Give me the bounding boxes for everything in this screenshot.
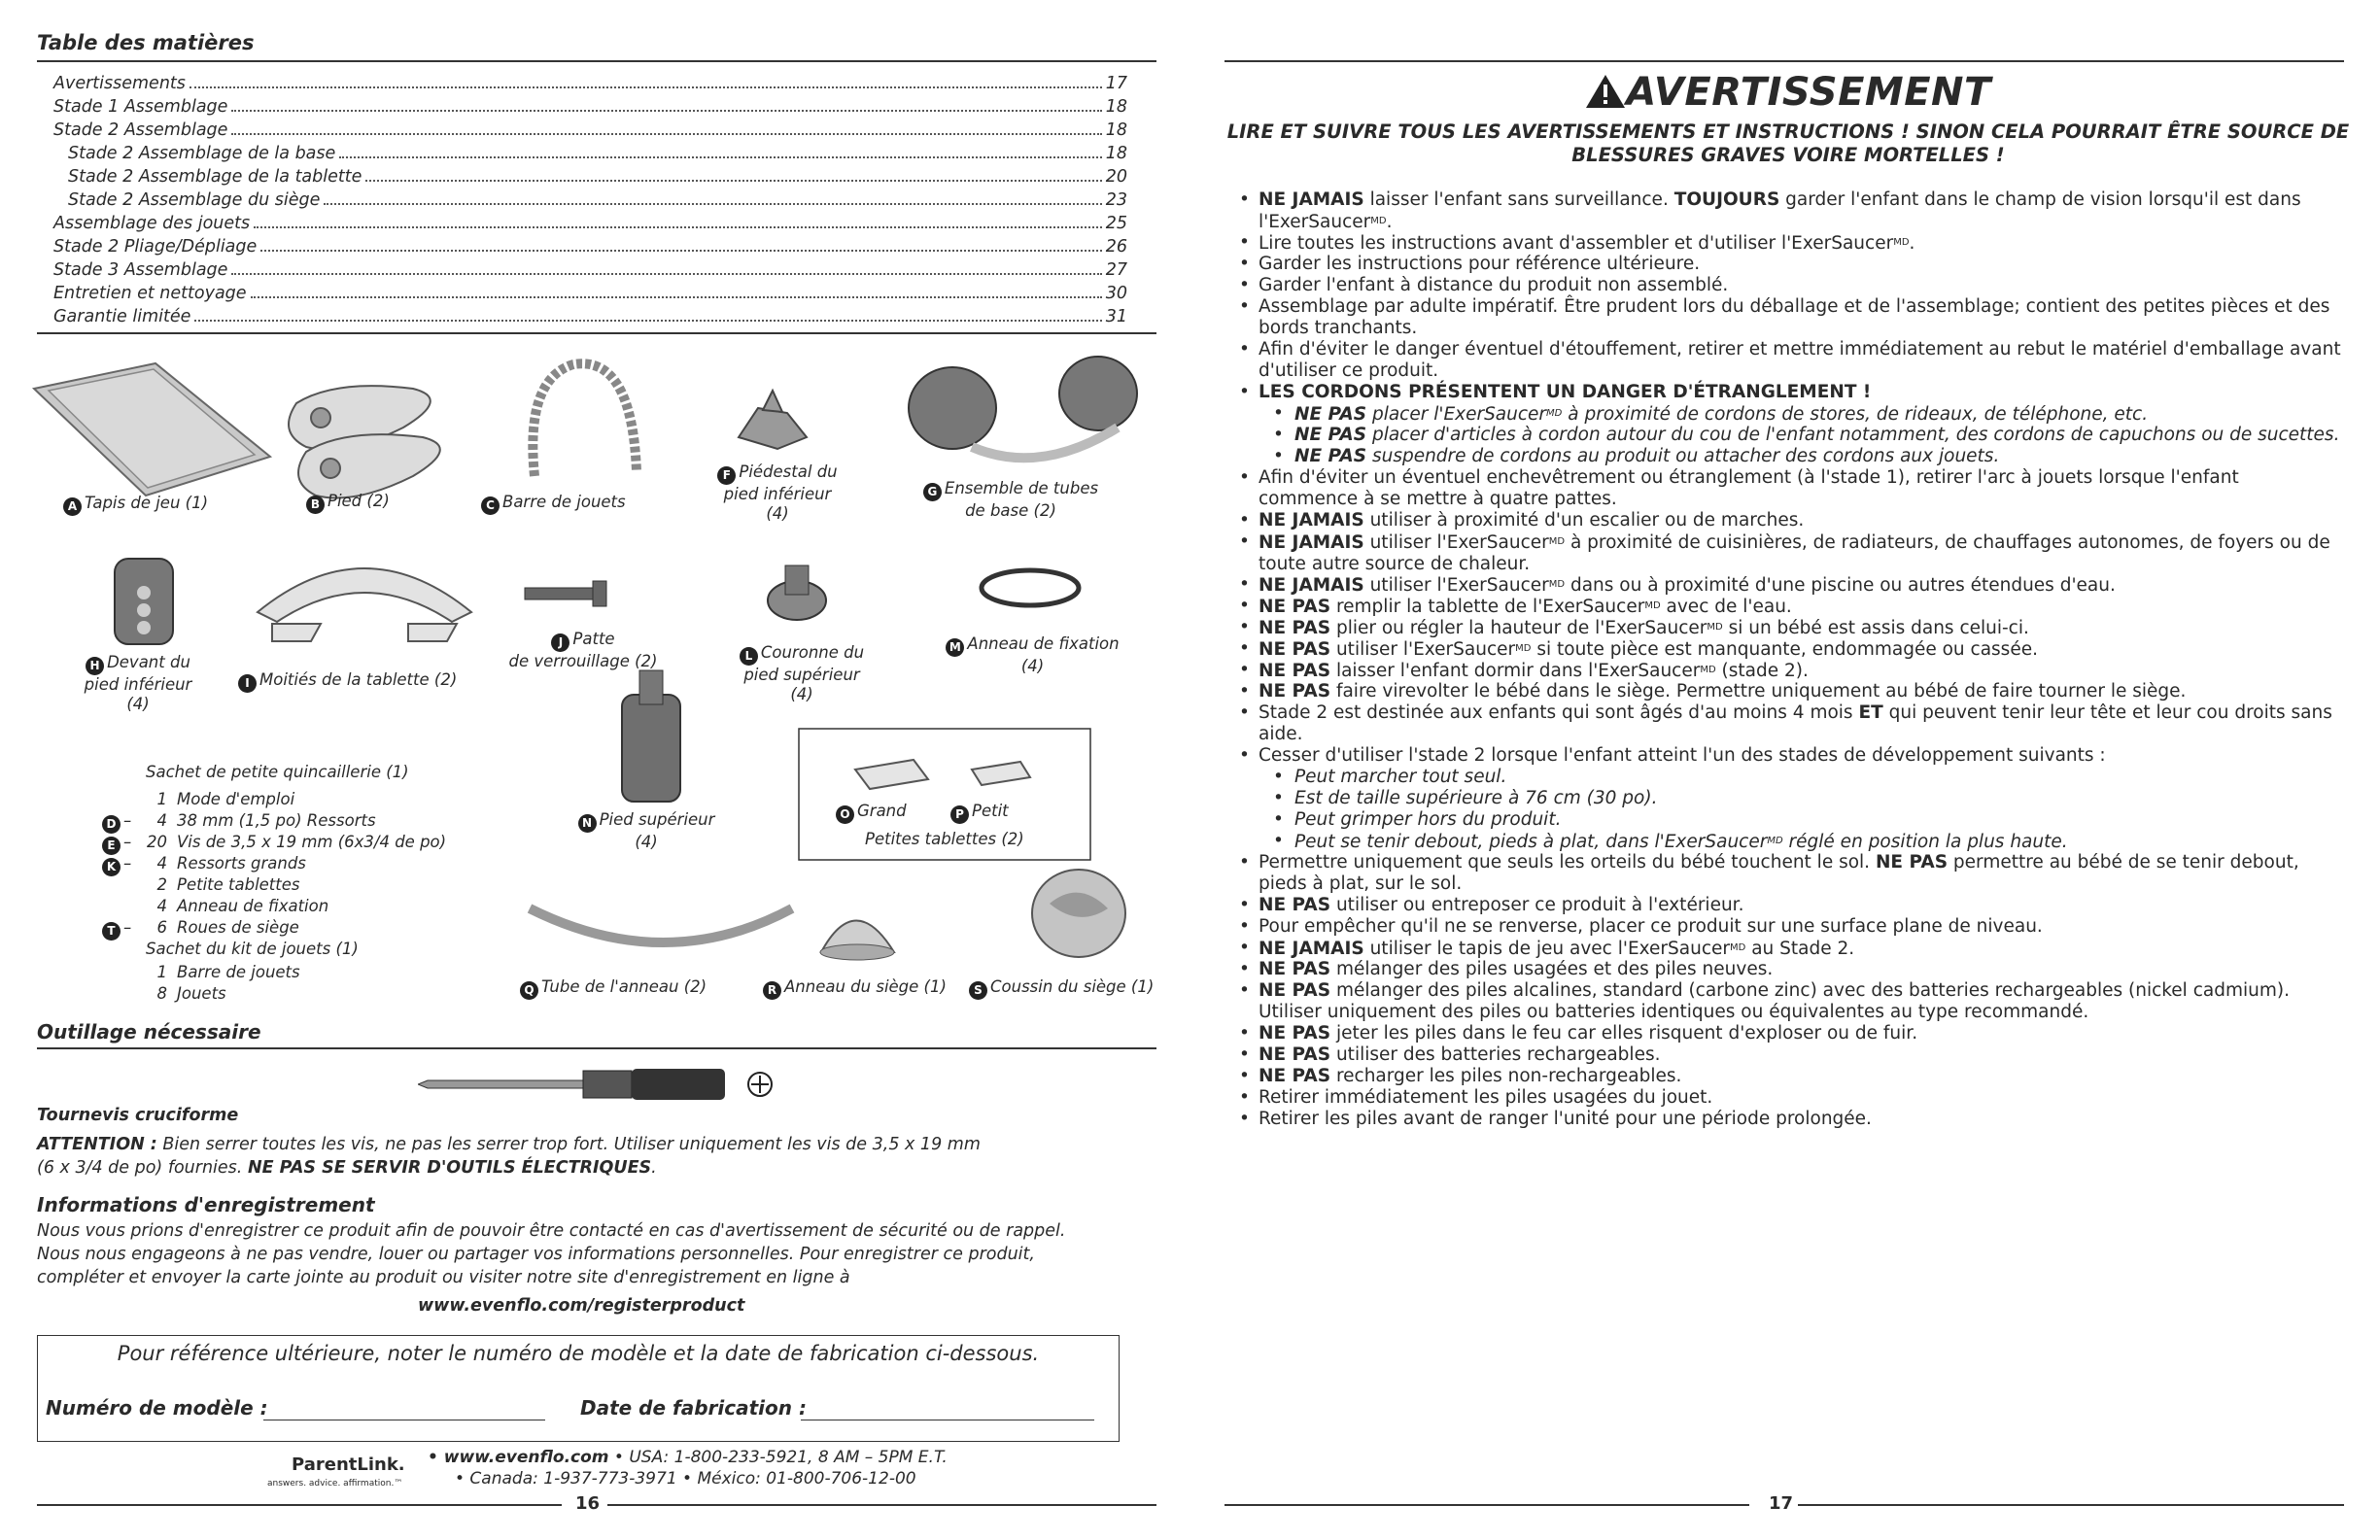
toc-entry-page: 30 xyxy=(1105,284,1127,303)
hardware-qty: 20 xyxy=(147,833,167,851)
warning-item xyxy=(1239,446,2342,467)
warning-item xyxy=(1239,660,2342,682)
bullet-dot: • xyxy=(1273,767,1284,787)
toc-entry-page: 31 xyxy=(1105,307,1127,326)
toc-entry-label: Stade 1 Assemblage xyxy=(53,97,228,117)
part-label-j: J Patte de verrouillage (2) xyxy=(508,630,658,670)
warning-item xyxy=(1239,980,2342,1023)
warning-item xyxy=(1239,831,2342,853)
divider xyxy=(37,1047,1156,1049)
bullet-dot: • xyxy=(1273,809,1284,830)
upper-leg-image xyxy=(622,670,680,802)
warning-item xyxy=(1239,254,2342,275)
hardware-label: 38 mm (1,5 po) Ressorts xyxy=(177,811,376,830)
warning-text: NE JAMAIS utiliser à proximité d'un escalier ou de marches. xyxy=(1259,510,1805,530)
warning-triangle-icon xyxy=(1585,74,1626,109)
toc-entry xyxy=(53,117,1127,140)
warning-item xyxy=(1239,531,2342,575)
warning-text: Cesser d'utiliser l'stade 2 lorsque l'enfant atteint l'un des stades de développement suivants : xyxy=(1259,745,2106,766)
hardware-letter-badge: T – xyxy=(102,917,131,941)
bullet-dot: • xyxy=(1239,232,1250,253)
warning-item xyxy=(1239,702,2342,745)
toc-leader xyxy=(260,250,1101,252)
bullet-dot: • xyxy=(1239,382,1250,402)
warning-text: Garder les instructions pour référence ultérieure. xyxy=(1259,254,1701,274)
toc-leader xyxy=(254,226,1102,228)
large-small-tray-image xyxy=(855,760,1030,789)
warning-item xyxy=(1239,745,2342,767)
bullet-dot: • xyxy=(1273,425,1284,445)
toc-entry xyxy=(53,93,1127,117)
warning-item xyxy=(1239,938,2342,960)
warning-item xyxy=(1239,339,2342,382)
warning-title: AVERTISSEMENT xyxy=(1224,70,2352,115)
warning-text: NE JAMAIS utiliser le tapis de jeu avec l'ExerSaucer$^{MD}$ au Stade 2. xyxy=(1259,939,1855,959)
divider xyxy=(37,332,1156,334)
warning-text: Peut grimper hors du produit. xyxy=(1294,809,1562,830)
warning-item xyxy=(1239,382,2342,403)
screwdriver-icon xyxy=(418,1065,777,1104)
divider xyxy=(37,60,1156,62)
warning-text: NE PAS placer d'articles à cordon autour du cou de l'enfant notamment, des cordons de capuchons ou de sucettes. xyxy=(1294,425,2340,445)
bullet-dot: • xyxy=(1239,296,1250,317)
upper-leg-crown-image xyxy=(768,565,826,620)
warning-text: NE PAS utiliser ou entreposer ce produit à l'extérieur. xyxy=(1259,895,1744,915)
warning-item xyxy=(1239,916,2342,938)
warning-item xyxy=(1239,852,2342,895)
base-tube-assembly-image xyxy=(909,357,1137,458)
bullet-dot: • xyxy=(1239,1087,1250,1108)
warning-item xyxy=(1239,574,2342,597)
warning-text: NE PAS mélanger des piles usagées et des piles neuves. xyxy=(1259,959,1774,979)
divider xyxy=(1224,1504,1749,1506)
hardware-label: Vis de 3,5 x 19 mm (6x3/4 de po) xyxy=(177,833,447,851)
toc-entry xyxy=(68,163,1127,187)
registration-title: Informations d'enregistrement xyxy=(37,1193,375,1216)
hardware-qty: 4 xyxy=(156,897,167,915)
bullet-dot: • xyxy=(1239,916,1250,937)
warning-text: NE PAS suspendre de cordons au produit ou attacher des cordons aux jouets. xyxy=(1294,446,2000,466)
attention-note: ATTENTION : Bien serrer toutes les vis, ne pas les serrer trop fort. Utiliser uniquement les vis de 3,5 x 19 mm (6 x 3/4 de po) fournies. NE PAS SE SERVIR D'OUTILS ÉLECTRIQUES. xyxy=(37,1135,981,1178)
toc-entry-label: Stade 2 Assemblage de la base xyxy=(68,144,336,163)
hardware-label: Anneau de fixation xyxy=(177,897,329,915)
toy-bar-image xyxy=(533,363,637,476)
divider xyxy=(1798,1504,2344,1506)
warning-item xyxy=(1239,1044,2342,1066)
part-label-o: O Grand xyxy=(836,802,907,824)
warning-text: Assemblage par adulte impératif. Être prudent lors du déballage et de l'assemblage; contient des petites pièces et des bords tranchants. xyxy=(1259,296,2330,338)
bullet-dot: • xyxy=(1239,959,1250,979)
warning-item xyxy=(1239,596,2342,618)
lower-leg-pedestal-image xyxy=(739,391,807,449)
contact-line-1: • www.evenflo.com • USA: 1-800-233-5921, 8 AM – 5PM E.T. xyxy=(428,1448,948,1467)
toc-entry-label: Stade 2 Pliage/Dépliage xyxy=(53,237,258,257)
hardware-label: Mode d'emploi xyxy=(177,790,295,808)
toy-qty: 8 xyxy=(156,984,167,1003)
warning-text: Lire toutes les instructions avant d'assembler et d'utiliser l'ExerSaucer$^{MD}$. xyxy=(1259,233,1915,254)
toc-entry-page: 18 xyxy=(1105,144,1127,163)
warning-item xyxy=(1239,1066,2342,1087)
warning-text: Peut se tenir debout, pieds à plat, dans l'ExerSaucer$^{MD}$ réglé en position la plus haute. xyxy=(1294,832,2068,852)
toc-entry-page: 26 xyxy=(1105,237,1127,257)
warning-item xyxy=(1239,403,2342,426)
bullet-dot: • xyxy=(1239,596,1250,616)
bullet-dot: • xyxy=(1239,852,1250,873)
toc-entry-label: Garantie limitée xyxy=(53,307,191,326)
part-label-b: B Pied (2) xyxy=(306,492,390,514)
toc-entry-page: 27 xyxy=(1105,260,1127,280)
hardware-label: Roues de siège xyxy=(177,918,299,937)
warning-text: Peut marcher tout seul. xyxy=(1294,767,1507,787)
warning-item xyxy=(1239,1087,2342,1109)
warning-text: NE PAS utiliser des batteries rechargeables. xyxy=(1259,1044,1661,1065)
toc-entry-page: 17 xyxy=(1105,74,1127,93)
part-label-a: A Tapis de jeu (1) xyxy=(63,494,208,516)
part-label-g: G Ensemble de tubes de base (2) xyxy=(909,479,1113,521)
tools-title: Outillage nécessaire xyxy=(37,1020,261,1044)
warning-text: NE JAMAIS utiliser l'ExerSaucer$^{MD}$ dans ou à proximité d'une piscine ou autres étendues d'eau. xyxy=(1259,575,2116,596)
bullet-dot: • xyxy=(1273,446,1284,466)
warning-item xyxy=(1239,425,2342,446)
warning-item xyxy=(1239,809,2342,831)
bullet-dot: • xyxy=(1239,980,1250,1001)
toc-entry xyxy=(53,233,1127,257)
toc-entry-label: Avertissements xyxy=(53,74,186,93)
bullet-dot: • xyxy=(1239,574,1250,595)
toc-entry xyxy=(68,140,1127,163)
hardware-label: Petite tablettes xyxy=(177,875,300,894)
warning-text: Afin d'éviter le danger éventuel d'étouffement, retirer et mettre immédiatement au rebut le matériel d'emballage avant d'utiliser ce produit. xyxy=(1259,339,2341,381)
ring-tube-image xyxy=(530,908,792,942)
toc-leader xyxy=(231,133,1101,135)
warning-item xyxy=(1239,510,2342,531)
toc-entry-label: Entretien et nettoyage xyxy=(53,284,247,303)
toc-entry-label: Stade 2 Assemblage de la tablette xyxy=(68,167,362,187)
bullet-dot: • xyxy=(1239,339,1250,359)
bullet-dot: • xyxy=(1239,1066,1250,1086)
warning-text: NE PAS faire virevolter le bébé dans le siège. Permettre uniquement au bébé de faire tourner le siège. xyxy=(1259,681,2187,702)
warning-text: LES CORDONS PRÉSENTENT UN DANGER D'ÉTRANGLEMENT ! xyxy=(1259,382,1872,402)
hardware-letter-badge: K – xyxy=(102,853,131,876)
page-number-left: 16 xyxy=(575,1493,601,1514)
bullet-dot: • xyxy=(1239,702,1250,723)
warning-item xyxy=(1239,275,2342,296)
bullet-dot: • xyxy=(1239,531,1250,552)
bullet-dot: • xyxy=(1239,467,1250,488)
hardware-qty: 6 xyxy=(156,918,167,937)
toc-leader xyxy=(339,156,1101,158)
warning-item xyxy=(1239,895,2342,916)
manufacture-date-label: Date de fabrication : xyxy=(580,1396,807,1420)
hardware-qty: 1 xyxy=(156,790,167,808)
warning-subtitle: LIRE ET SUIVRE TOUS LES AVERTISSEMENTS ET INSTRUCTIONS ! SINON CELA POURRAIT ÊTRE SOURCE DE BLESSURES GRAVES VOIRE MORTELLES ! xyxy=(1226,120,2350,166)
toc-leader xyxy=(324,203,1101,205)
warning-text: Est de taille supérieure à 76 cm (30 po). xyxy=(1294,788,1658,808)
bullet-dot: • xyxy=(1273,788,1284,808)
warning-text: NE PAS placer l'ExerSaucer$^{MD}$ à proximité de cordons de stores, de rideaux, de téléphone, etc. xyxy=(1294,404,2149,425)
toc-title: Table des matières xyxy=(37,31,255,54)
hardware-letter-badge: D – xyxy=(102,810,131,834)
bullet-dot: • xyxy=(1273,831,1284,851)
bullet-dot: • xyxy=(1239,1109,1250,1129)
toc-entry xyxy=(53,210,1127,233)
part-label-l: L Couronne du pied supérieur (4) xyxy=(724,643,880,704)
toc-entry xyxy=(68,187,1127,210)
small-trays-label: Petites tablettes (2) xyxy=(865,830,1024,848)
bullet-dot: • xyxy=(1273,403,1284,424)
tool-name: Tournevis cruciforme xyxy=(37,1106,239,1125)
toc-entry-label: Stade 2 Assemblage du siège xyxy=(68,190,321,210)
base-foot-image xyxy=(289,386,440,497)
registration-text: Nous vous prions d'enregistrer ce produit afin de pouvoir être contacté en cas d'avertissement de sécurité ou de rappel. Nous nous engageons à ne pas vendre, louer ou partager vos informations personnelles. Pour enregistrer ce produit, compléter et envoyer la carte jointe au produit ou visiter notre site d'enregistrement en ligne à xyxy=(37,1221,1066,1287)
parentlink-logo: ParentLink. xyxy=(292,1454,405,1475)
bullet-dot: • xyxy=(1239,1044,1250,1065)
play-mat-image xyxy=(34,363,270,496)
warning-item xyxy=(1239,296,2342,339)
bullet-dot: • xyxy=(1239,275,1250,295)
toc-leader xyxy=(194,320,1101,322)
warning-item xyxy=(1239,959,2342,980)
page-number-right: 17 xyxy=(1769,1493,1794,1514)
warning-item xyxy=(1239,1023,2342,1044)
warning-text: NE PAS laisser l'enfant dormir dans l'ExerSaucer$^{MD}$ (stade 2). xyxy=(1259,661,1809,681)
hardware-qty: 4 xyxy=(156,854,167,873)
warning-item xyxy=(1239,467,2342,510)
toc-entry xyxy=(53,257,1127,280)
warning-item xyxy=(1239,767,2342,788)
hardware-letter-badge: E – xyxy=(102,832,131,855)
seat-ring-image xyxy=(820,921,894,961)
toy-qty: 1 xyxy=(156,963,167,981)
toc-entry xyxy=(53,70,1127,93)
bullet-dot: • xyxy=(1239,895,1250,915)
part-label-q: Q Tube de l'anneau (2) xyxy=(520,977,707,1000)
lower-leg-front-image xyxy=(115,559,173,644)
toc-entry-page: 23 xyxy=(1105,190,1127,210)
toc-entry-page: 25 xyxy=(1105,214,1127,233)
part-label-p: P Petit xyxy=(950,802,1009,824)
warning-item xyxy=(1239,1109,2342,1130)
warning-text: Afin d'éviter un éventuel enchevêtrement ou étranglement (à l'stade 1), retirer l'arc à jouets lorsque l'enfant commence à se mettre à quatre pattes. xyxy=(1259,467,2239,509)
registration-link[interactable]: www.evenflo.com/registerproduct xyxy=(418,1296,745,1316)
warning-text: NE PAS jeter les piles dans le feu car elles risquent d'exploser ou de fuir. xyxy=(1259,1023,1918,1044)
bullet-dot: • xyxy=(1239,189,1250,210)
toc-entry xyxy=(53,280,1127,303)
hardware-qty: 4 xyxy=(156,811,167,830)
warning-item xyxy=(1239,232,2342,255)
warning-text: NE JAMAIS utiliser l'ExerSaucer$^{MD}$ à proximité de cuisinières, de radiateurs, de chauffages autonomes, de foyers ou de toute autre source de chaleur. xyxy=(1259,532,2330,574)
toc-entry-label: Stade 2 Assemblage xyxy=(53,120,228,140)
parentlink-tagline: answers. advice. affirmation.™ xyxy=(267,1479,403,1489)
divider xyxy=(37,1504,562,1506)
part-label-m: M Anneau de fixation (4) xyxy=(928,634,1137,676)
warning-text: Stade 2 est destinée aux enfants qui sont âgés d'au moins 4 mois ET qui peuvent tenir leur tête et leur cou droits sans aide. xyxy=(1259,702,2332,744)
part-label-f: F Piédestal du pied inférieur (4) xyxy=(695,462,860,524)
toc-entry-label: Stade 3 Assemblage xyxy=(53,260,228,280)
bullet-dot: • xyxy=(1239,638,1250,659)
contact-line-2: • Canada: 1-937-773-3971 • México: 01-800-706-12-00 xyxy=(455,1469,916,1489)
part-label-h: H Devant du pied inférieur (4) xyxy=(84,653,192,713)
locking-tab-image xyxy=(525,581,606,606)
mounting-ring-image xyxy=(982,570,1079,605)
hardware-qty: 2 xyxy=(156,875,167,894)
bullet-dot: • xyxy=(1239,938,1250,958)
part-label-n: N Pied supérieur (4) xyxy=(564,810,729,852)
toc-leader xyxy=(190,86,1102,88)
model-number-label: Numéro de modèle : xyxy=(46,1396,268,1420)
part-label-i: I Moitiés de la tablette (2) xyxy=(238,670,457,693)
bullet-dot: • xyxy=(1239,745,1250,766)
warning-text: NE PAS plier ou régler la hauteur de l'ExerSaucer$^{MD}$ si un bébé est assis dans celui-ci. xyxy=(1259,618,2029,638)
reference-box xyxy=(37,1335,1120,1442)
hardware-bag-title: Sachet de petite quincaillerie (1) xyxy=(146,763,409,781)
toy-label: Jouets xyxy=(177,984,226,1003)
toy-bag-title: Sachet du kit de jouets (1) xyxy=(146,940,359,958)
hardware-label: Ressorts grands xyxy=(177,854,306,873)
warning-text: Retirer les piles avant de ranger l'unité pour une période prolongée. xyxy=(1259,1109,1872,1129)
bullet-dot: • xyxy=(1239,510,1250,530)
reference-note: Pour référence ultérieure, noter le numéro de modèle et la date de fabrication ci-dessous. xyxy=(117,1342,1040,1365)
warning-item xyxy=(1239,617,2342,639)
warning-item xyxy=(1239,681,2342,702)
part-label-s: S Coussin du siège (1) xyxy=(969,977,1154,1000)
toc-leader xyxy=(365,180,1101,182)
toc-entry-page: 18 xyxy=(1105,97,1127,117)
toc-leader xyxy=(231,273,1101,275)
warning-text: NE PAS mélanger des piles alcalines, standard (carbone zinc) avec des batteries rechargeables (nickel cadmium). Utiliser uniquement des piles ou batteries identiques ou équivalentes au type recommandé. xyxy=(1259,980,2290,1022)
toc-entry xyxy=(53,303,1127,326)
divider xyxy=(1224,60,2344,62)
part-label-c: C Barre de jouets xyxy=(481,493,626,515)
part-label-r: R Anneau du siège (1) xyxy=(763,977,947,1000)
divider xyxy=(607,1504,1156,1506)
warning-text: Pour empêcher qu'il ne se renverse, placer ce produit sur une surface plane de niveau. xyxy=(1259,916,2043,937)
warning-text: Garder l'enfant à distance du produit non assemblé. xyxy=(1259,275,1729,295)
toc-entry-page: 20 xyxy=(1105,167,1127,187)
warning-text: NE JAMAIS laisser l'enfant sans surveillance. TOUJOURS garder l'enfant dans le champ de vision lorsqu'il est dans l'ExerSaucer$^{MD}$. xyxy=(1259,189,2301,232)
warning-text: Retirer immédiatement les piles usagées du jouet. xyxy=(1259,1087,1713,1108)
warning-item xyxy=(1239,788,2342,809)
toc-leader xyxy=(251,296,1102,298)
bullet-dot: • xyxy=(1239,254,1250,274)
warning-text: NE PAS remplir la tablette de l'ExerSaucer$^{MD}$ avec de l'eau. xyxy=(1259,597,1792,617)
warning-item xyxy=(1239,638,2342,661)
warning-text: NE PAS utiliser l'ExerSaucer$^{MD}$ si toute pièce est manquante, endommagée ou cassée. xyxy=(1259,639,2038,660)
toc-entry-page: 18 xyxy=(1105,120,1127,140)
bullet-dot: • xyxy=(1239,681,1250,702)
warning-text: Permettre uniquement que seuls les orteils du bébé touchent le sol. NE PAS permettre au bébé de se tenir debout, pieds à plat, sur le sol. xyxy=(1259,852,2299,894)
tray-halves-image xyxy=(258,568,471,641)
toc-entry-label: Assemblage des jouets xyxy=(53,214,251,233)
toc-leader xyxy=(231,110,1101,112)
warning-item xyxy=(1239,189,2342,233)
seat-pad-image xyxy=(1032,870,1125,957)
bullet-dot: • xyxy=(1239,1023,1250,1044)
warning-text: NE PAS recharger les piles non-rechargeables. xyxy=(1259,1066,1682,1086)
toy-label: Barre de jouets xyxy=(177,963,300,981)
bullet-dot: • xyxy=(1239,660,1250,680)
bullet-dot: • xyxy=(1239,617,1250,637)
